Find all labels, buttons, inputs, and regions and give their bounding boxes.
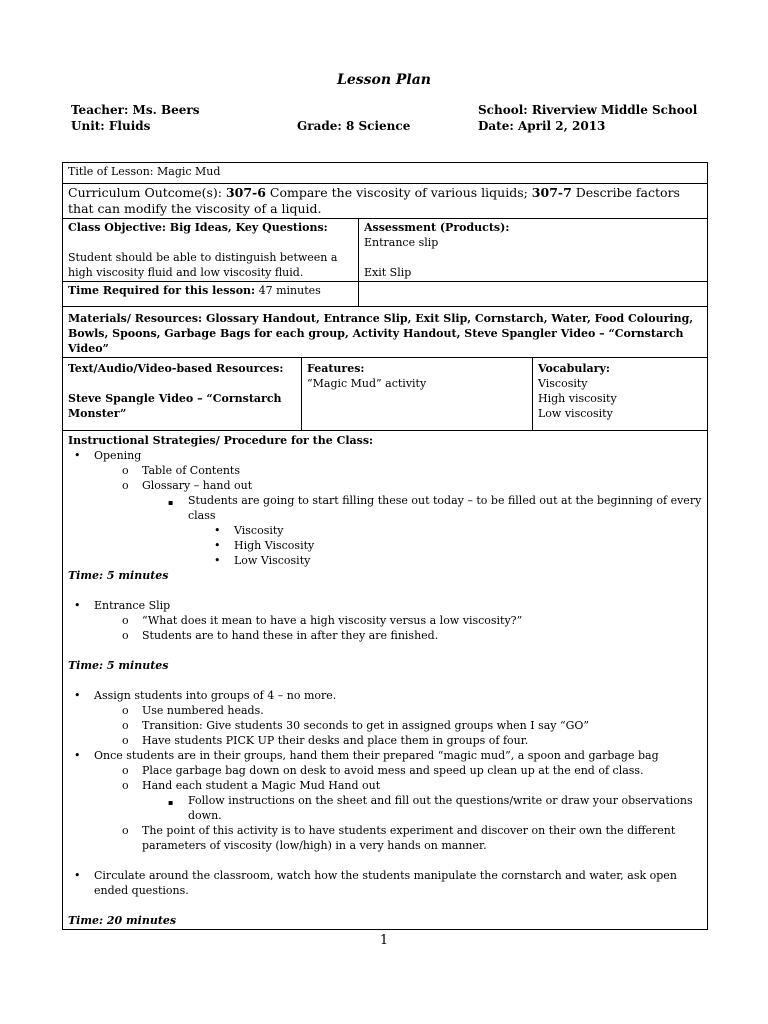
circle-marker: o — [122, 614, 129, 627]
materials-cell — [63, 307, 708, 358]
page-number: 1 — [379, 933, 389, 948]
time-note: Time: 5 minutes — [68, 659, 169, 672]
curriculum-row — [63, 184, 708, 219]
features-cell — [302, 358, 533, 431]
list-item-text: Viscosity — [234, 524, 284, 537]
circle-marker: o — [122, 464, 129, 477]
procedure-label: Instructional Strategies/ Procedure for the Class: — [68, 434, 374, 447]
list-item — [122, 478, 702, 493]
outcome-text-1: Compare the viscosity of various liquids; — [265, 185, 532, 200]
time-required-cell — [63, 282, 359, 307]
bullet-marker: • — [74, 689, 81, 702]
school-label: School: Riverview Middle School — [478, 103, 698, 117]
list-item — [122, 778, 702, 793]
features-text: “Magic Mud” activity — [307, 377, 427, 390]
list-item-text: Place garbage bag down on desk to avoid mess and speed up clean up at the end of class. — [142, 764, 644, 777]
materials-text: Materials/ Resources: Glossary Handout, Entrance Slip, Exit Slip, Cornstarch, Water, Food Colouring, Bowls, Spoons, Garbage Bags for each group, Activity Handout, Steve Spangler Video – “Cornstarch Video” — [68, 312, 694, 355]
outcome-text-2: Describe factors that can modify the viscosity of a liquid. — [68, 185, 680, 216]
objective-row — [63, 219, 708, 282]
vocabulary-cell — [533, 358, 708, 431]
list-item-text: Have students PICK UP their desks and place them in groups of four. — [142, 734, 529, 747]
list-item — [74, 688, 702, 703]
bullet-marker: • — [74, 599, 81, 612]
list-item-text: Assign students into groups of 4 – no more. — [94, 689, 337, 702]
list-item — [74, 868, 702, 898]
bullet-marker: • — [74, 749, 81, 762]
procedure-row — [63, 431, 708, 930]
list-item — [122, 823, 702, 853]
outcome-code-1: 307-6 — [225, 185, 266, 200]
assessment-label: Assessment (Products): — [364, 221, 510, 234]
time-required-label: Time Required for this lesson: — [68, 284, 256, 297]
list-item — [168, 493, 702, 523]
procedure-cell — [63, 431, 708, 930]
lesson-plan-table — [62, 162, 708, 930]
time-required-row — [63, 282, 708, 307]
square-marker: ▪ — [168, 498, 174, 507]
objective-text: Student should be able to distinguish between a high viscosity fluid and low viscosity fluid. — [68, 251, 338, 279]
list-item-text: Entrance Slip — [94, 599, 171, 612]
bullet-marker: • — [214, 554, 221, 567]
resources-label: Text/Audio/Video-based Resources: — [68, 362, 284, 375]
list-item-text: High Viscosity — [234, 539, 315, 552]
empty-cell — [359, 282, 708, 307]
list-item — [214, 523, 702, 538]
list-item-text: Circulate around the classroom, watch how the students manipulate the cornstarch and water, ask open ended questions. — [94, 869, 677, 897]
list-item-text: Once students are in their groups, hand them their prepared “magic mud”, a spoon and garbage bag — [94, 749, 659, 762]
list-item — [122, 718, 702, 733]
bullet-marker: • — [214, 524, 221, 537]
list-item — [122, 703, 702, 718]
time-note: Time: 5 minutes — [68, 569, 169, 582]
opening-text: Opening — [94, 449, 142, 462]
list-item — [214, 553, 702, 568]
circle-marker: o — [122, 779, 129, 792]
resources-cell — [63, 358, 302, 431]
circle-marker: o — [122, 764, 129, 777]
title-row — [63, 163, 708, 184]
bullet-marker: • — [214, 539, 221, 552]
assessment-cell — [359, 219, 708, 282]
list-item-text: The point of this activity is to have students experiment and discover on their own the different parameters of viscosity (low/high) in a very hands on manner. — [142, 824, 676, 852]
list-item — [168, 793, 702, 823]
circle-marker: o — [122, 479, 129, 492]
list-item-text: Follow instructions on the sheet and fill out the questions/write or draw your observations down. — [188, 794, 693, 822]
objective-label: Class Objective: Big Ideas, Key Questions: — [68, 221, 328, 234]
list-item — [122, 763, 702, 778]
square-marker: ▪ — [168, 798, 174, 807]
outcome-code-2: 307-7 — [531, 185, 572, 200]
time-note: Time: 20 minutes — [68, 914, 177, 927]
circle-marker: o — [122, 734, 129, 747]
circle-marker: o — [122, 719, 129, 732]
lesson-title-cell — [63, 163, 708, 184]
assessment-item: Entrance slip — [364, 236, 439, 249]
list-item — [122, 463, 702, 478]
list-item — [74, 748, 702, 763]
list-item-text: Use numbered heads. — [142, 704, 264, 717]
resources-text: Steve Spangle Video – “Cornstarch Monster” — [68, 392, 282, 420]
circle-marker: o — [122, 824, 129, 837]
list-item-text: Transition: Give students 30 seconds to get in assigned groups when I say “GO” — [142, 719, 590, 732]
list-item — [74, 598, 702, 613]
list-item-text: Hand each student a Magic Mud Hand out — [142, 779, 381, 792]
list-item-text: Table of Contents — [142, 464, 241, 477]
list-item-text: Students are going to start filling these out today – to be filled out at the beginning of every class — [188, 494, 702, 522]
list-item — [122, 628, 702, 643]
teacher-label: Teacher: Ms. Beers — [71, 103, 200, 117]
vocabulary-item: Viscosity — [538, 377, 588, 390]
materials-row — [63, 307, 708, 358]
circle-marker: o — [122, 704, 129, 717]
list-item-text: Students are to hand these in after they are finished. — [142, 629, 439, 642]
resources-row — [63, 358, 708, 431]
document-title: Lesson Plan — [336, 72, 431, 88]
list-item — [74, 448, 702, 463]
vocabulary-item: High viscosity — [538, 392, 617, 405]
list-item-text: Glossary – hand out — [142, 479, 253, 492]
features-label: Features: — [307, 362, 365, 375]
list-item — [122, 613, 702, 628]
list-item — [122, 733, 702, 748]
vocabulary-label: Vocabulary: — [538, 362, 610, 375]
bullet-marker: • — [74, 869, 81, 882]
vocabulary-item: Low viscosity — [538, 407, 613, 420]
curriculum-label: Curriculum Outcome(s): — [68, 185, 222, 200]
list-item — [214, 538, 702, 553]
curriculum-cell — [63, 184, 708, 219]
lesson-title: Title of Lesson: Magic Mud — [68, 165, 221, 178]
list-item-text: Low Viscosity — [234, 554, 311, 567]
objective-cell — [63, 219, 359, 282]
date-label: Date: April 2, 2013 — [478, 119, 606, 133]
bullet-marker: • — [74, 449, 81, 462]
time-required-value: 47 minutes — [258, 284, 321, 297]
unit-label: Unit: Fluids — [71, 119, 151, 133]
assessment-item: Exit Slip — [364, 266, 412, 279]
list-item-text: “What does it mean to have a high viscosity versus a low viscosity?” — [142, 614, 523, 627]
circle-marker: o — [122, 629, 129, 642]
grade-label: Grade: 8 Science — [297, 119, 411, 133]
